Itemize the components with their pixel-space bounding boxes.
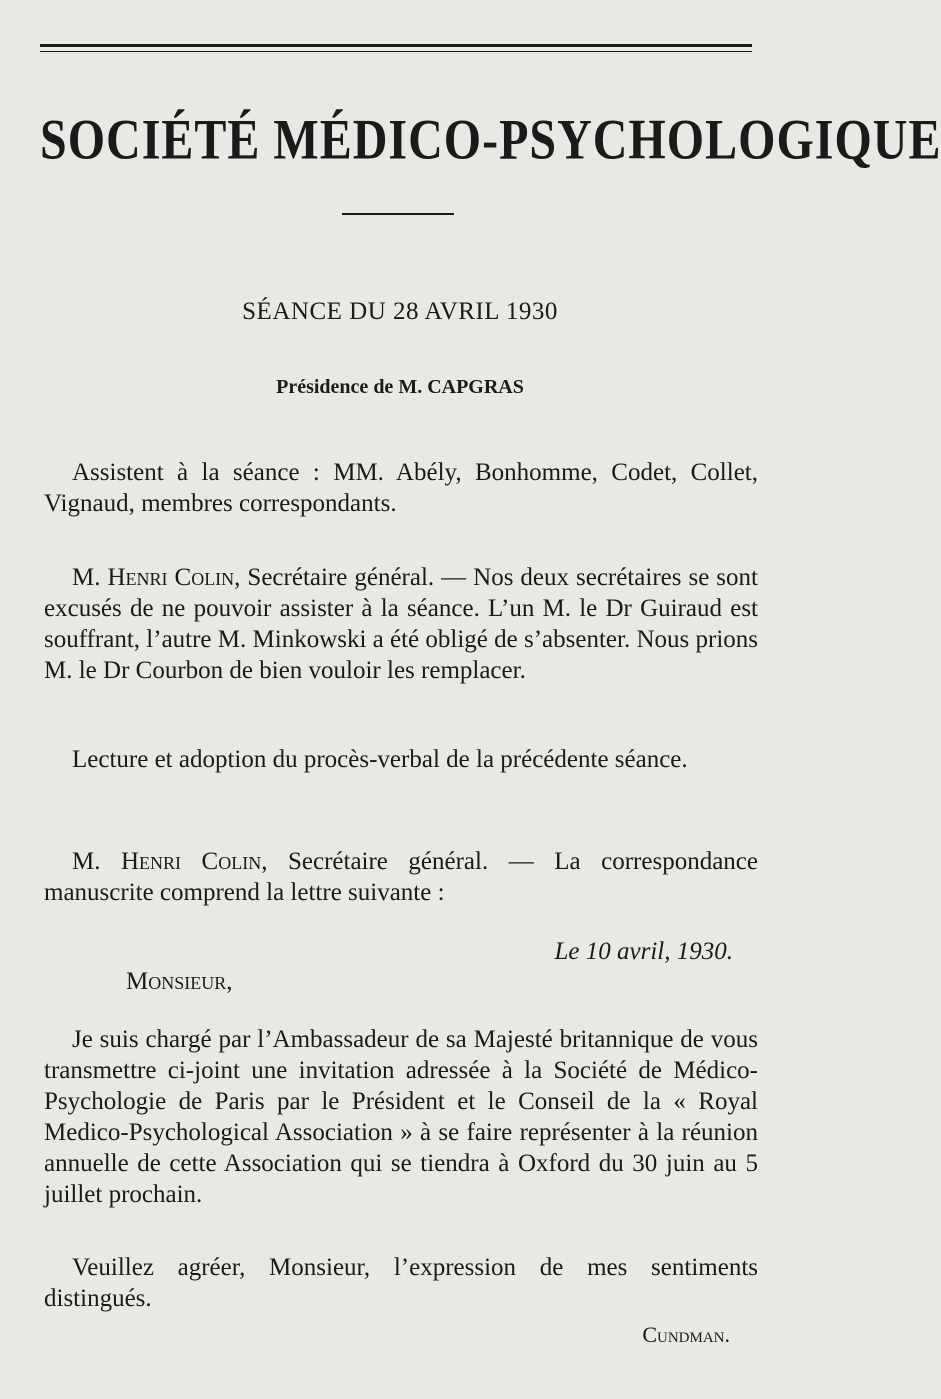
speaker-name: M. Henri Colin,: [72, 564, 241, 591]
speaker-name: M. Henri Colin,: [72, 848, 268, 875]
header-double-rule: [40, 44, 752, 54]
letter-body: Je suis chargé par l’Ambassadeur de sa Majesté britannique de vous transmettre ci-joint une invitation adressée à la Société de Médico-Psychologie de Paris par le Président et le Conseil de la « Royal Medico-Psychological Association » à se faire représenter à la réunion annuelle de cette Association qui se tiendra à Oxford du 30 juin au 5 juillet prochain.: [44, 1026, 758, 1208]
colin-statement-1: [44, 562, 758, 686]
seance-heading: SÉANCE DU 28 AVRIL 1930: [242, 298, 558, 325]
statement-text: Secrétaire général. — Nos deux secrétaires se sont excusés de ne pouvoir assister à la séance. L’un M. le Dr Guiraud est souffrant, l’autre M. Minkowski a été obligé de s’absenter. Nous prions M. le Dr Courbon de bien vouloir les remplacer.: [44, 564, 758, 684]
letter-closing: Veuillez agréer, Monsieur, l’expression de mes sentiments distingués.: [44, 1254, 758, 1312]
presidence-line: Présidence de M. CAPGRAS: [276, 376, 524, 398]
society-title: SOCIÉTÉ MÉDICO-PSYCHOLOGIQUE: [40, 109, 941, 172]
assistants-paragraph: Assistent à la séance : MM. Abély, Bonhomme, Codet, Collet, Vignaud, membres correspondants.: [44, 459, 758, 517]
statement-text: Secrétaire général. — La correspondance manuscrite comprend la lettre suivante :: [44, 848, 758, 906]
colin-statement-2: [44, 846, 758, 908]
title-separator-rule: [342, 213, 454, 215]
lecture-paragraph: Lecture et adoption du procès-verbal de la précédente séance.: [72, 746, 688, 773]
letter-signature: Cundman.: [642, 1322, 730, 1347]
letter-salutation: Monsieur,: [126, 968, 233, 995]
letter-date: Le 10 avril, 1930.: [554, 938, 733, 965]
